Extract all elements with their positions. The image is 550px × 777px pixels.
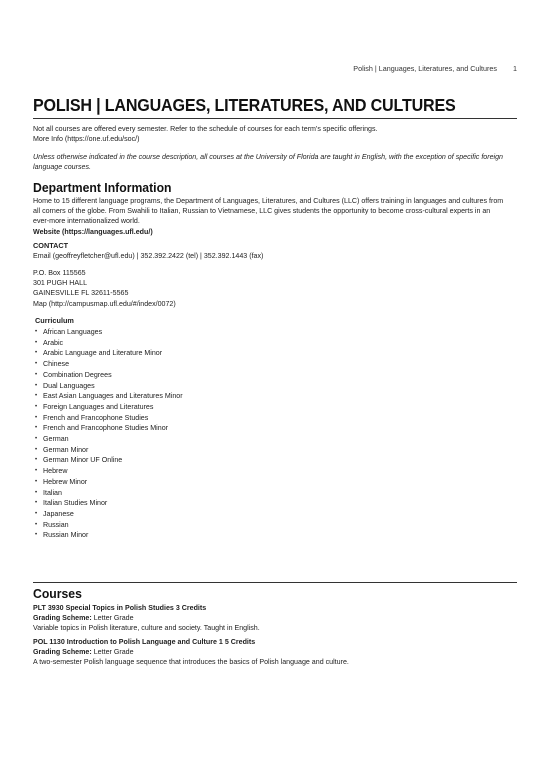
- course-entry: [33, 637, 517, 668]
- curriculum-item[interactable]: • German: [33, 434, 333, 445]
- address-block: [33, 268, 517, 309]
- curriculum-item[interactable]: • Arabic Language and Literature Minor: [33, 348, 333, 359]
- curriculum-item[interactable]: • Dual Languages: [33, 381, 333, 392]
- contact-block: [33, 241, 517, 261]
- course-description: A two-semester Polish language sequence that introduces the basics of Polish language and culture.: [33, 658, 349, 667]
- curriculum-item[interactable]: • Hebrew Minor: [33, 477, 333, 488]
- description-line: Home to 15 different language programs, the Department of Languages, Literatures, and Cultures (LLC) offers training in languages and cultures from: [33, 197, 504, 205]
- grading-value: Letter Grade: [93, 614, 134, 623]
- curriculum-item[interactable]: • Arabic: [33, 338, 333, 349]
- page-number: 1: [513, 64, 517, 73]
- courses-heading: Courses: [33, 586, 82, 601]
- running-header: [353, 64, 517, 73]
- language-note-line: Unless otherwise indicated in the course description, all courses at the University of Florida are taught in English, with the exception of specific foreign: [33, 153, 504, 161]
- grading-value: Letter Grade: [93, 648, 134, 657]
- curriculum-item[interactable]: • French and Francophone Studies Minor: [33, 423, 333, 434]
- curriculum-item[interactable]: • African Languages: [33, 327, 333, 338]
- curriculum-item[interactable]: • Russian: [33, 520, 333, 531]
- curriculum-list: [33, 327, 333, 541]
- website-link[interactable]: Website (https://languages.ufl.edu/): [33, 227, 153, 236]
- running-title: Polish | Languages, Literatures, and Cultures: [353, 64, 497, 73]
- curriculum-item[interactable]: • Italian: [33, 488, 333, 499]
- curriculum-item[interactable]: • German Minor: [33, 445, 333, 456]
- grading-scheme: [33, 613, 517, 623]
- contact-heading: CONTACT: [33, 241, 69, 250]
- grading-label: Grading Scheme:: [33, 648, 92, 657]
- contact-email-line[interactable]: Email (geoffreyfletcher@ufl.edu) | 352.392.2422 (tel) | 352.392.1443 (fax): [33, 252, 264, 261]
- language-note: [33, 152, 517, 172]
- page-title: POLISH | LANGUAGES, LITERATURES, AND CULTURES: [33, 95, 456, 115]
- curriculum-item[interactable]: • Chinese: [33, 359, 333, 370]
- course-title: POL 1130 Introduction to Polish Language and Culture 1 5 Credits: [33, 638, 256, 646]
- intro-text: Not all courses are offered every semester. Refer to the schedule of courses for each term's specific offerings.: [33, 125, 378, 133]
- department-heading: Department Information: [33, 180, 172, 195]
- address-line: P.O. Box 115565: [33, 269, 86, 277]
- intro-block: [33, 124, 517, 144]
- map-link[interactable]: Map (http://campusmap.ufl.edu/#/index/0072): [33, 299, 176, 308]
- curriculum-item[interactable]: • French and Francophone Studies: [33, 413, 333, 424]
- grading-label: Grading Scheme:: [33, 614, 92, 623]
- description-line: all corners of the globe. From Swahili to Italian, Russian to Vietnamese, LLC gives students the opportunity to become cross-cultural experts in an: [33, 207, 491, 216]
- grading-scheme: [33, 647, 517, 657]
- curriculum-item[interactable]: • Italian Studies Minor: [33, 498, 333, 509]
- language-note-line: language courses.: [33, 163, 91, 172]
- curriculum-item[interactable]: • Foreign Languages and Literatures: [33, 402, 333, 413]
- course-title: PLT 3930 Special Topics in Polish Studies 3 Credits: [33, 604, 207, 612]
- description-line: ever-more internationalized world.: [33, 217, 140, 226]
- curriculum-item[interactable]: • East Asian Languages and Literatures Minor: [33, 391, 333, 402]
- course-entry: [33, 603, 517, 634]
- address-line: GAINESVILLE FL 32611-5565: [33, 289, 129, 298]
- curriculum-heading: Curriculum: [35, 316, 74, 325]
- curriculum-item[interactable]: • Combination Degrees: [33, 370, 333, 381]
- curriculum-item[interactable]: • Hebrew: [33, 466, 333, 477]
- courses-divider: [33, 582, 517, 583]
- more-info-link[interactable]: More Info (https://one.uf.edu/soc/): [33, 135, 140, 144]
- curriculum-item[interactable]: • German Minor UF Online: [33, 455, 333, 466]
- course-description: Variable topics in Polish literature, culture and society. Taught in English.: [33, 624, 260, 633]
- address-line: 301 PUGH HALL: [33, 279, 88, 288]
- curriculum-item[interactable]: • Russian Minor: [33, 530, 333, 541]
- curriculum-item[interactable]: • Japanese: [33, 509, 333, 520]
- department-description: [33, 196, 517, 237]
- title-divider: [33, 118, 517, 119]
